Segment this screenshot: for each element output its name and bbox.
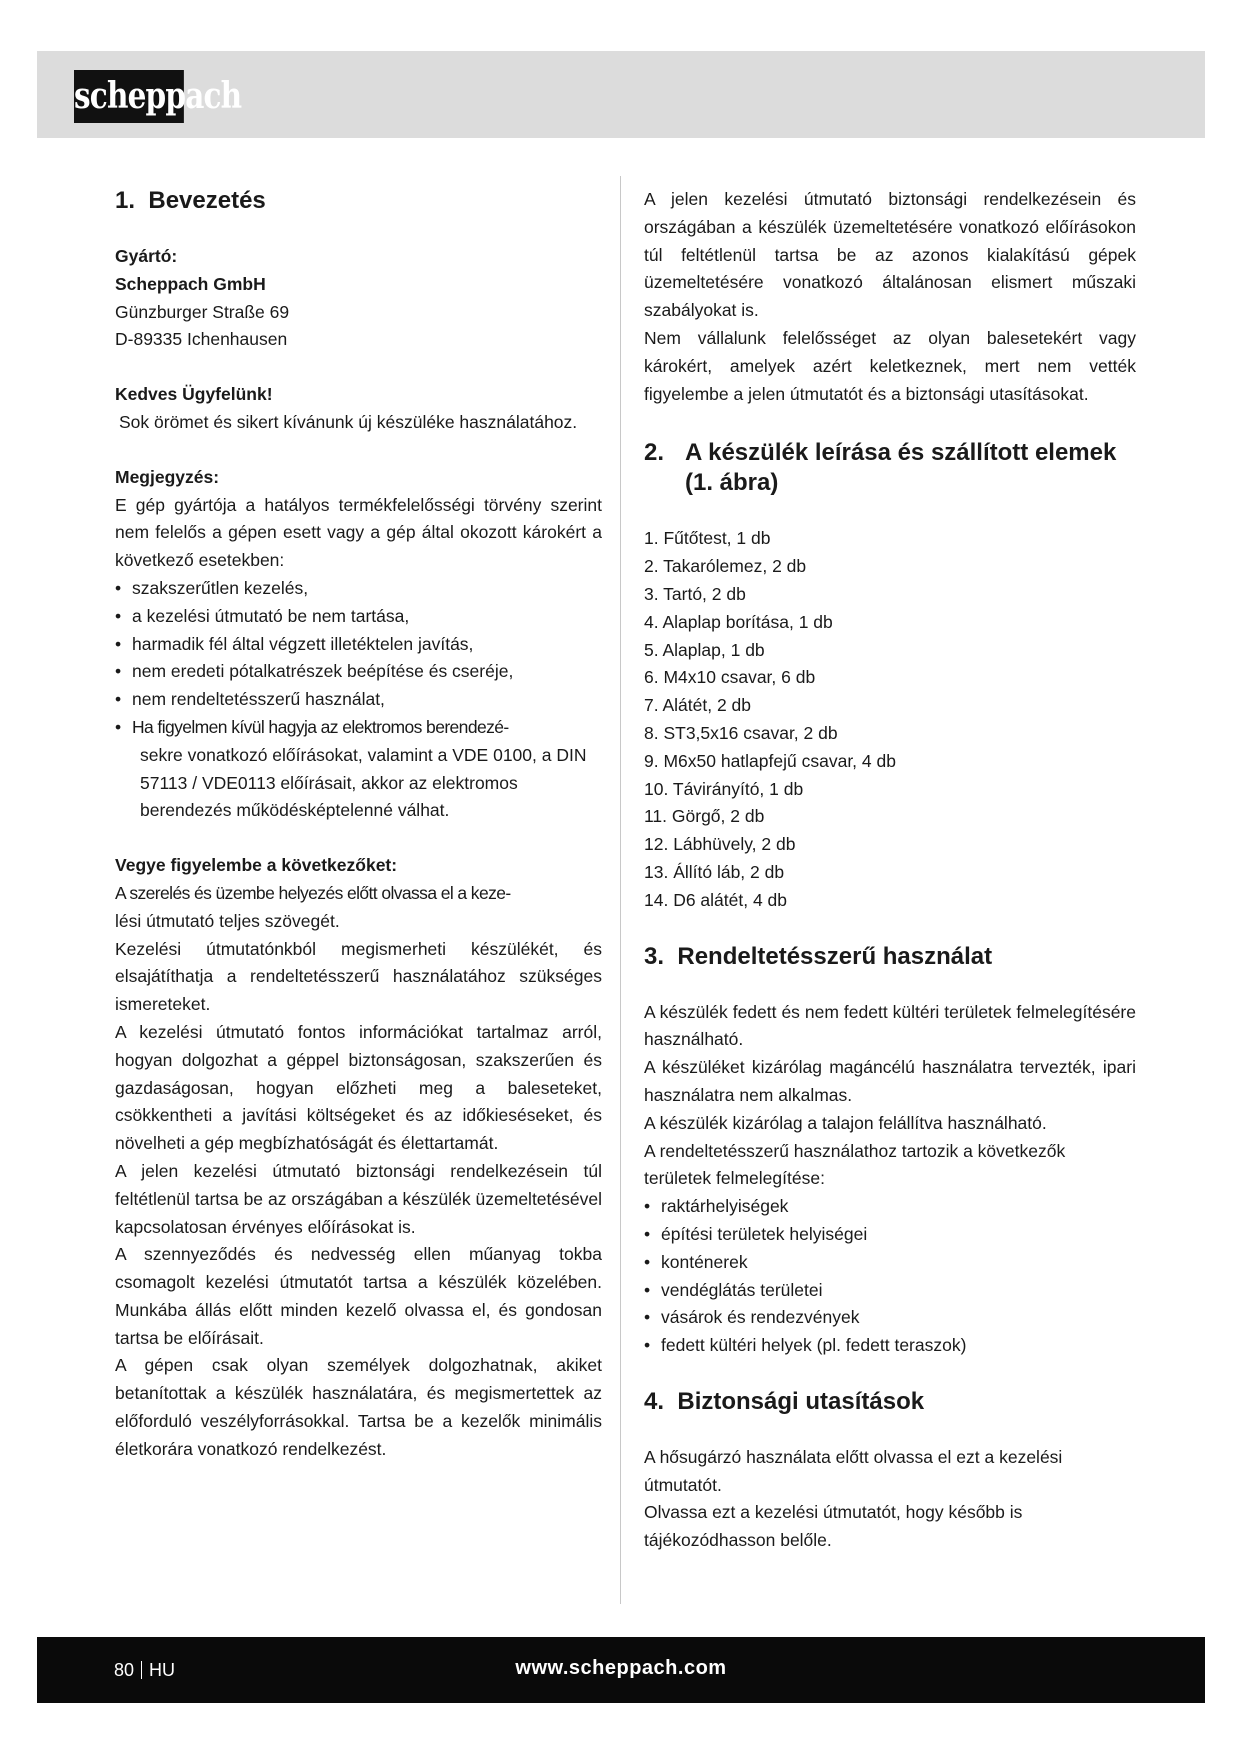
note-text: E gép gyártója a hatályos termékfelelősségi törvény szerint nem felelős a gépen esett vagy a gép által okozott károkért a következő esetekben: (115, 494, 602, 571)
list-item: • raktárhelyiségek (644, 1193, 1136, 1221)
section-2-heading (644, 438, 1136, 498)
section-3-heading (644, 942, 1136, 972)
greeting-text: Sok örömet és sikert kívánunk új készüléke használatához. (119, 411, 578, 432)
section-number: 2. (644, 439, 665, 467)
observe-paragraph-1-rest: lési útmutató teljes szövegét. (115, 910, 340, 931)
use-paragraph-4: A rendeltetésszerű használathoz tartozik a következők területek felmelegítése: (644, 1140, 1066, 1189)
section-1-heading (115, 186, 602, 216)
footer-bar (37, 1637, 1205, 1703)
list-item: 7. Alátét, 2 db (644, 695, 752, 716)
list-item: • konténerek (644, 1249, 1136, 1277)
list-item: 6. M4x10 csavar, 6 db (644, 667, 816, 688)
use-paragraph-1: A készülék fedett és nem fedett kültéri területek felmelegítésére használható. (644, 1001, 1136, 1050)
intro-paragraph-1: A jelen kezelési útmutató biztonsági rendelkezésein és országában a készülék üzemeltetésére vonatkozó előírásokon túl feltétlenül tartsa be az azonos kialakítású gépek üzemeltetésére vonatkozó általánosan elismert műszaki szabályokat is. (644, 189, 1136, 321)
company-city: D-89335 Ichenhausen (115, 329, 288, 350)
section-title: Biztonsági utasítások (677, 1387, 925, 1415)
list-item: 8. ST3,5x16 csavar, 2 db (644, 722, 838, 743)
list-item: • vásárok és rendezvények (644, 1304, 1136, 1332)
list-item: • építési területek helyiségei (644, 1221, 1136, 1249)
observe-paragraph-4: A jelen kezelési útmutató biztonsági rendelkezésein túl feltétlenül tartsa be az országában a készülék üzemeltetésével kapcsolatosan érvényes előírásokat is. (115, 1160, 602, 1237)
note-label: Megjegyzés: (115, 466, 220, 487)
column-divider (620, 176, 621, 1604)
company-name: Scheppach GmbH (115, 273, 266, 294)
safety-paragraph-1: A hősugárzó használata előtt olvassa el ezt a kezelési útmutatót. (644, 1446, 1063, 1495)
section-4-heading (644, 1387, 1136, 1417)
list-item: • nem rendeltetésszerű használat, (115, 686, 602, 714)
right-column (644, 186, 1136, 1555)
safety-paragraph-2: Olvassa ezt a kezelési útmutatót, hogy később is tájékozódhasson belőle. (644, 1502, 1023, 1551)
list-item: 5. Alaplap, 1 db (644, 639, 765, 660)
list-item: • harmadik fél által végzett illetéktelen javítás, (115, 631, 602, 659)
section-title: Rendeltetésszerű használat (677, 942, 993, 970)
list-item-continuation: sekre vonatkozó előírásokat, valamint a VDE 0100, a DIN 57113 / VDE0113 előírásait, akkor az elektromos berendezés működésképtelenné válhat. (140, 744, 587, 821)
list-item (115, 714, 602, 825)
observe-paragraph-6: A gépen csak olyan személyek dolgozhatnak, akiket betanítottak a készülék használatára, és megismertettek az előforduló veszélyforrásokkal. Tartsa be a kezelők minimális életkorára vonatkozó rendelkezést. (115, 1355, 602, 1459)
list-item: • a kezelési útmutató be nem tartása, (115, 603, 602, 631)
section-number: 3. (644, 942, 665, 970)
use-paragraph-3: A készülék kizárólag a talajon felállítva használható. (644, 1112, 1047, 1133)
note-bullet-list (115, 575, 602, 825)
language-code: HU (149, 1660, 176, 1680)
list-item: 4. Alaplap borítása, 1 db (644, 611, 833, 632)
observe-paragraph-5: A szennyeződés és nedvesség ellen műanyag tokba csomagolt kezelési útmutatót tartsa a készülék közelében. Munkába állás előtt minden kezelő olvassa el, és gondosan tartsa be előírásait. (115, 1244, 602, 1348)
list-item: 3. Tartó, 2 db (644, 583, 746, 604)
use-bullet-list (644, 1193, 1136, 1360)
list-item: 9. M6x50 hatlapfejű csavar, 4 db (644, 750, 896, 771)
parts-list (644, 525, 1136, 914)
observe-paragraph-1-line: A szerelés és üzembe helyezés előtt olvassa el a keze- (115, 882, 511, 903)
use-paragraph-2: A készüléket kizárólag magáncélú használatra tervezték, ipari használatra nem alkalmas. (644, 1057, 1136, 1105)
list-item: • vendéglátás területei (644, 1277, 1136, 1305)
list-item-line: Ha figyelmen kívül hagyja az elektromos berendezé- (132, 716, 509, 737)
list-item: • szakszerűtlen kezelés, (115, 575, 602, 603)
list-item: 13. Állító láb, 2 db (644, 861, 785, 882)
section-number: 4. (644, 1387, 665, 1415)
website-link[interactable]: www.scheppach.com (515, 1657, 727, 1679)
list-item: 11. Görgő, 2 db (644, 806, 765, 827)
greeting-label: Kedves Ügyfelünk! (115, 384, 273, 405)
list-item: 12. Lábhüvely, 2 db (644, 834, 796, 855)
header-band (37, 51, 1205, 138)
section-title: Bevezetés (148, 187, 266, 214)
observe-paragraph-3: A kezelési útmutató fontos információkat tartalmaz arról, hogyan dolgozhat a géppel biztonságosan, szakszerűen és gazdaságosan, hogyan előzheti meg a baleseteket, csökkentheti a javítási költségeket és az időkieséseket, és növelheti a gép megbízhatóságát és élettartamát. (115, 1021, 602, 1154)
section-number: 1. (115, 187, 136, 214)
list-item: • fedett kültéri helyek (pl. fedett teraszok) (644, 1332, 1136, 1360)
list-item: • nem eredeti pótalkatrészek beépítése és cseréje, (115, 658, 602, 686)
page-number: 80 (114, 1660, 135, 1680)
left-column (115, 186, 602, 1464)
intro-paragraph-2: Nem vállalunk felelősséget az olyan balesetekért vagy károkért, amelyek azért keletkeznek, mert nem vették figyelembe a jelen útmutatót és a biztonsági utasításokat. (644, 327, 1136, 404)
manufacturer-label: Gyártó: (115, 246, 178, 266)
list-item: 1. Fűtőtest, 1 db (644, 528, 771, 549)
list-item: 10. Távirányító, 1 db (644, 778, 804, 799)
section-title: A készülék leírása és szállított elemek (1. ábra) (685, 439, 1117, 497)
observe-label: Vegye figyelembe a következőket: (115, 855, 398, 876)
brand-logo: scheppach (74, 70, 184, 123)
company-street: Günzburger Straße 69 (115, 301, 290, 322)
list-item: 2. Takarólemez, 2 db (644, 556, 807, 577)
list-item: 14. D6 alátét, 4 db (644, 889, 788, 910)
observe-paragraph-2: Kezelési útmutatónkból megismerheti készülékét, és elsajátíthatja a rendeltetésszerű használatához szükséges ismereteket. (115, 938, 602, 1015)
